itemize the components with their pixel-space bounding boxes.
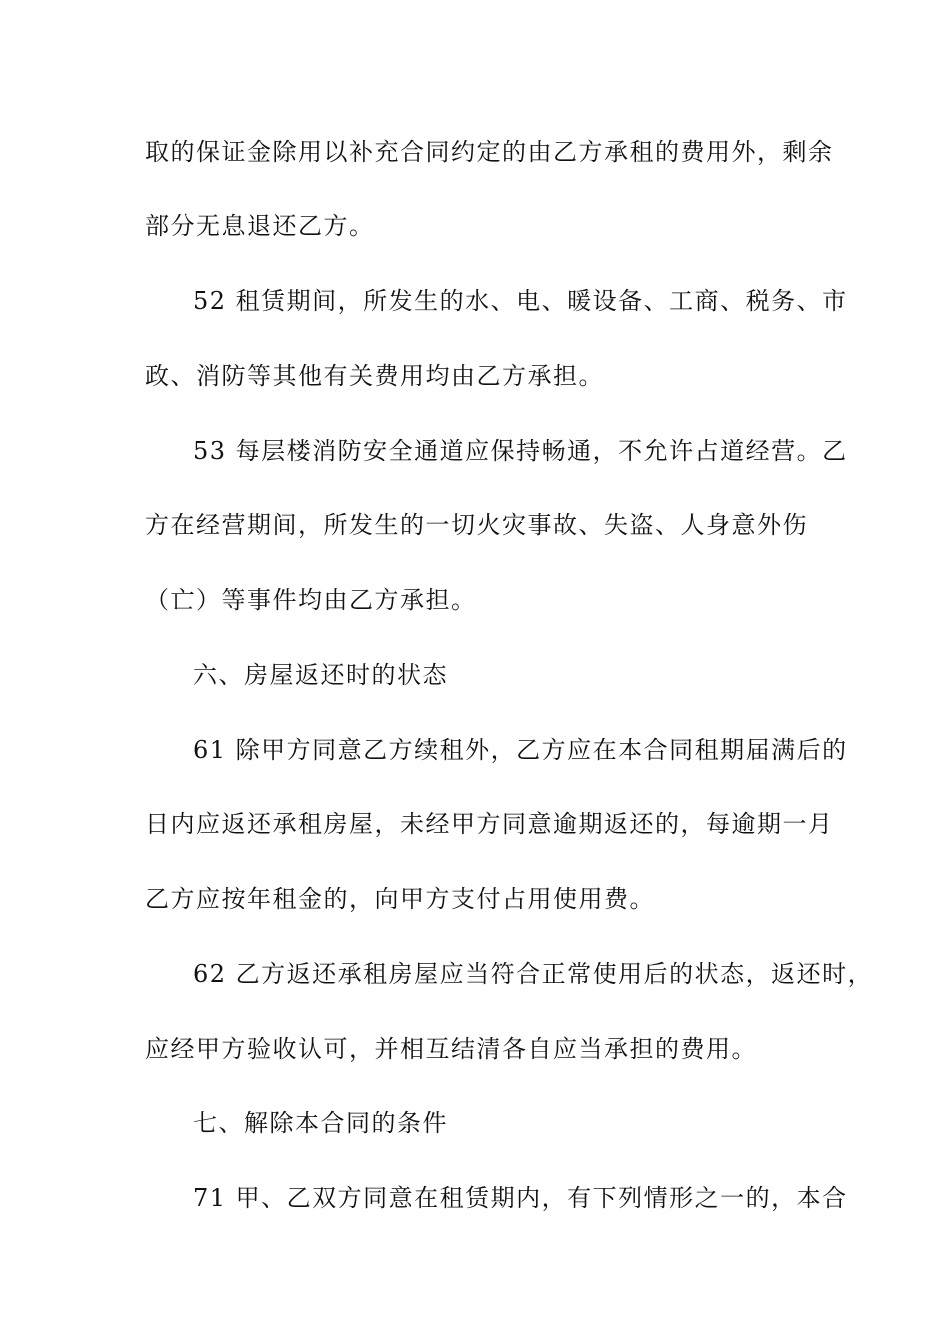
clause-6-1: 61 除甲方同意乙方续租外，乙方应在本合同租期届满后的 [193, 736, 848, 764]
text-line: （亡）等事件均由乙方承担。 [145, 586, 477, 614]
clause-6-2: 62 乙方返还承租房屋应当符合正常使用后的状态，返还时， [193, 960, 874, 988]
text-line: 方在经营期间，所发生的一切火灾事故、失盗、人身意外伤 [145, 511, 808, 539]
section-heading-7: 七、解除本合同的条件 [193, 1109, 448, 1137]
clause-5-2: 52 租赁期间，所发生的水、电、暖设备、工商、税务、市 [193, 287, 848, 315]
clause-7-1: 71 甲、乙双方同意在租赁期内，有下列情形之一的，本合 [193, 1184, 848, 1212]
clause-5-3: 53 每层楼消防安全通道应保持畅通，不允许占道经营。乙 [193, 437, 848, 465]
text-line: 部分无息退还乙方。 [145, 212, 375, 240]
text-line: 取的保证金除用以补充合同约定的由乙方承租的费用外，剩余 [145, 138, 834, 166]
section-heading-6: 六、房屋返还时的状态 [193, 661, 448, 689]
text-line: 政、消防等其他有关费用均由乙方承担。 [145, 362, 604, 390]
text-line: 乙方应按年租金的，向甲方支付占用使用费。 [145, 885, 655, 913]
text-line: 日内应返还承租房屋，未经甲方同意逾期返还的，每逾期一月 [145, 810, 834, 838]
text-line: 应经甲方验收认可，并相互结清各自应当承担的费用。 [145, 1035, 757, 1063]
